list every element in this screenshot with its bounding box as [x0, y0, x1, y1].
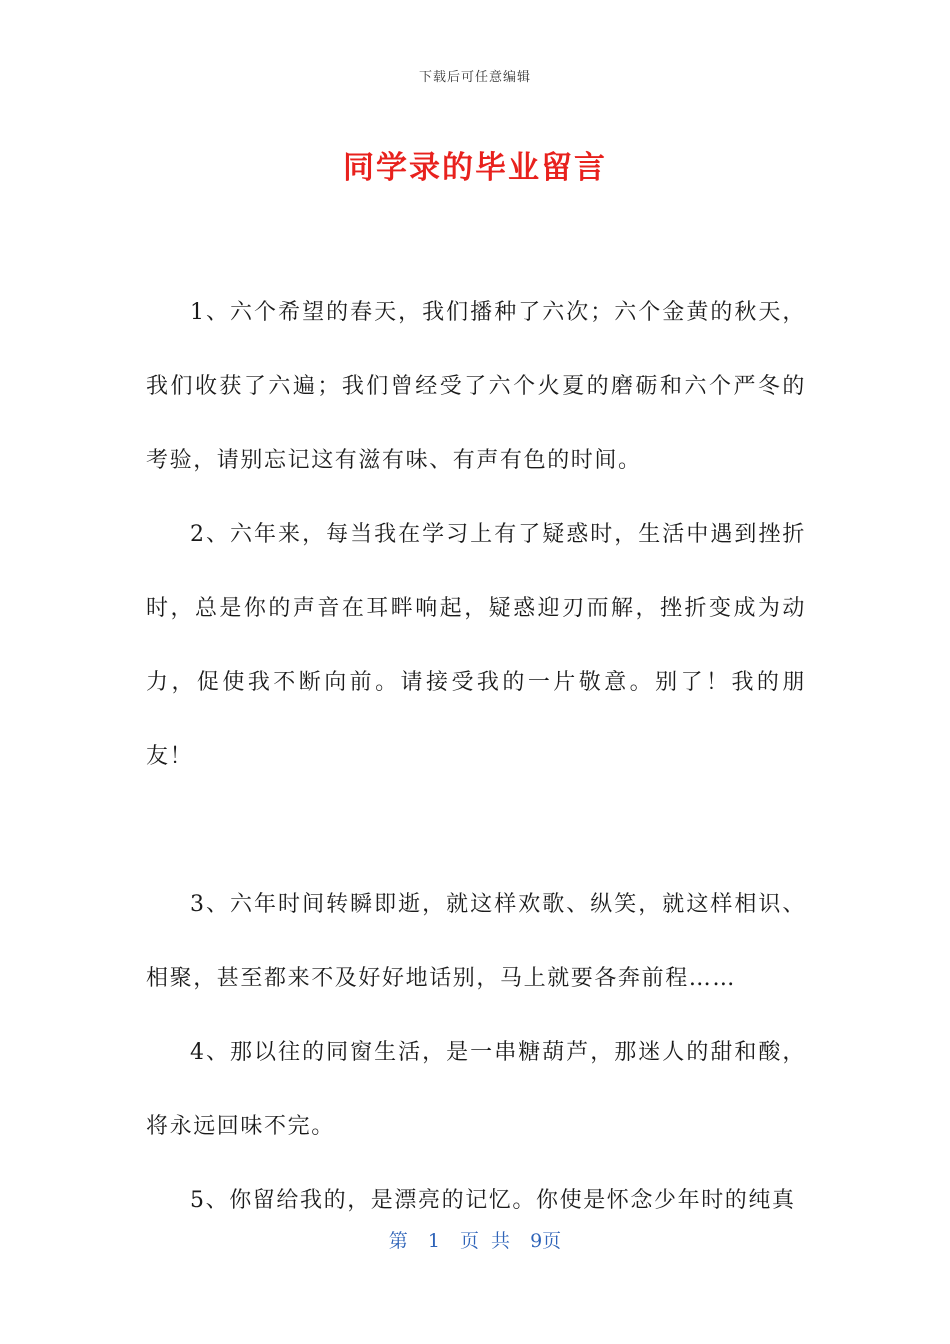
- paragraph-2: 2、六年来，每当我在学习上有了疑惑时，生活中遇到挫折时，总是你的声音在耳畔响起，疑惑迎刃而解，挫折变成为动力，促使我不断向前。请接受我的一片敬意。别了！我的朋友！: [146, 522, 806, 769]
- header-note: 下载后可任意编辑: [418, 70, 531, 85]
- footer-current-page: 1: [427, 1230, 440, 1252]
- footer-total-pages: 9页: [530, 1230, 562, 1252]
- page-footer: [0, 1226, 950, 1253]
- paragraph-5: 5、你留给我的，是漂亮的记忆。你使是怀念少年时的纯真: [190, 1188, 796, 1213]
- paragraph-spacer: [146, 794, 806, 868]
- paragraph-1: 1、六个希望的春天，我们播种了六次；六个金黄的秋天，我们收获了六遍；我们曾经受了六个火夏的磨砺和六个严冬的考验，请别忘记这有滋有味、有声有色的时间。: [146, 300, 806, 473]
- paragraph-3: 3、六年时间转瞬即逝，就这样欢歌、纵笑，就这样相识、相聚，甚至都来不及好好地话别，马上就要各奔前程……: [146, 892, 806, 991]
- footer-prefix: 第: [388, 1230, 408, 1252]
- document-title: 同学录的毕业留言: [343, 150, 607, 186]
- footer-mid: 页 共: [460, 1230, 511, 1252]
- paragraph-4: 4、那以往的同窗生活，是一串糖葫芦，那迷人的甜和酸，将永远回味不完。: [146, 1040, 806, 1139]
- document-body: [146, 276, 806, 1238]
